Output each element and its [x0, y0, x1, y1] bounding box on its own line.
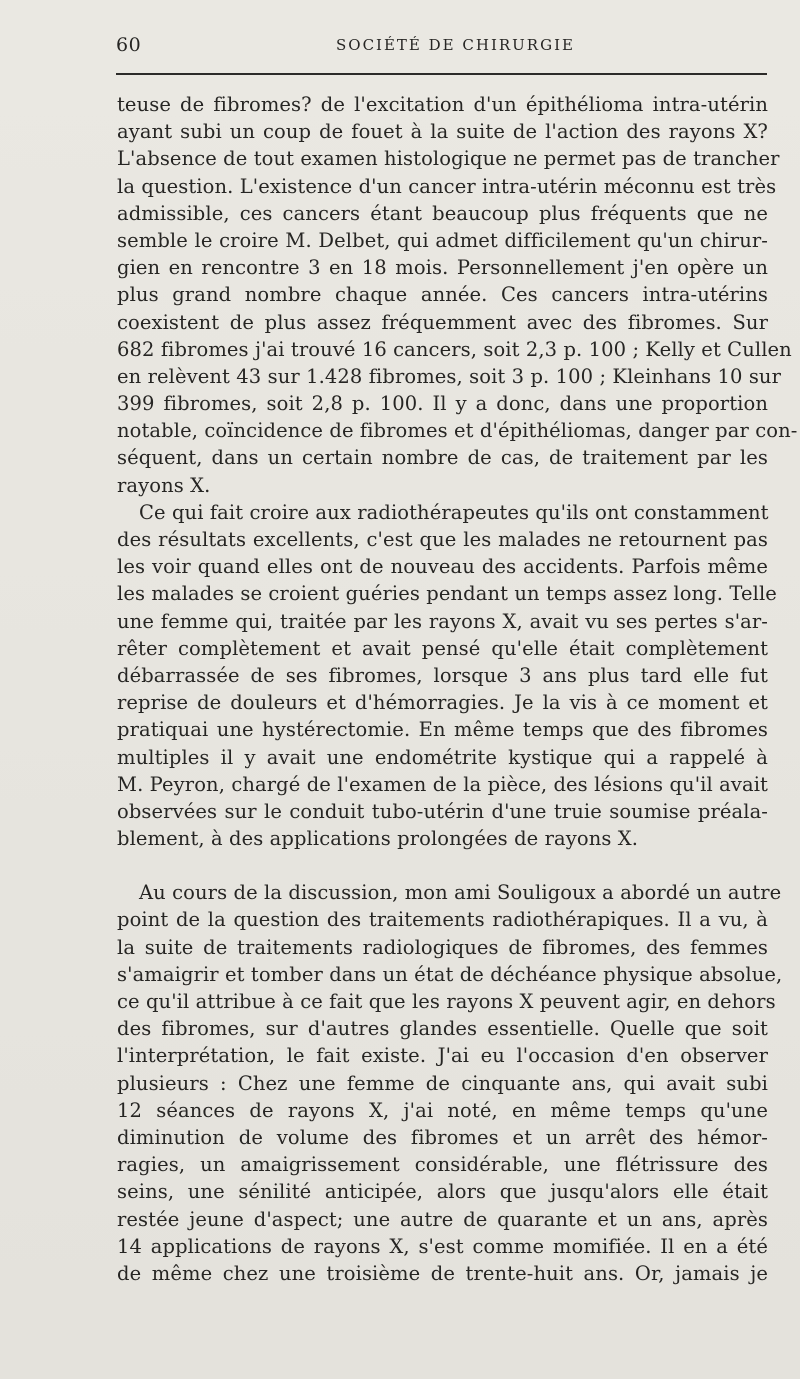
header-rule [116, 73, 767, 75]
text-line: Ce qui fait croire aux radiothérapeutes qu'ils ont constamment [139, 500, 769, 524]
text-line: en relèvent 43 sur 1.428 fibromes, soit 3 p. 100 ; Kleinhans 10 sur [117, 364, 782, 388]
body-text [117, 91, 798, 1287]
text-line: ce qu'il attribue à ce fait que les rayons X peuvent agir, en dehors [117, 990, 776, 1013]
text-line: ayant subi un coup de fouet à la suite de l'action des rayons X? [117, 120, 768, 144]
text-line: 14 applications de rayons X, s'est comme momifiée. Il en a été [117, 1234, 768, 1258]
text-line: 399 fibromes, soit 2,8 p. 100. Il y a donc, dans une proportion [117, 392, 768, 416]
text-line: des résultats excellents, c'est que les malades ne retournent pas [117, 528, 768, 551]
text-line: 682 fibromes j'ai trouvé 16 cancers, soit 2,3 p. 100 ; Kelly et Cullen [117, 337, 792, 361]
text-line: plusieurs : Chez une femme de cinquante ans, qui avait subi [117, 1071, 768, 1095]
text-line: l'interprétation, le fait existe. J'ai eu l'occasion d'en observer [117, 1044, 768, 1068]
text-line: gien en rencontre 3 en 18 mois. Personnellement j'en opère un [117, 256, 768, 280]
text-line: restée jeune d'aspect; une autre de quarante et un ans, après [117, 1207, 768, 1231]
text-line: de même chez une troisième de trente-huit ans. Or, jamais je [117, 1261, 768, 1285]
paragraph-1 [117, 91, 798, 499]
text-line: plus grand nombre chaque année. Ces cancers intra-utérins [117, 283, 768, 307]
text-line: les malades se croient guéries pendant un temps assez long. Telle [117, 582, 777, 606]
text-line: 12 séances de rayons X, j'ai noté, en même temps qu'une [117, 1098, 768, 1122]
text-line: une femme qui, traitée par les rayons X, avait vu ses pertes s'ar- [117, 609, 768, 633]
text-line: séquent, dans un certain nombre de cas, de traitement par les [117, 446, 768, 470]
text-line: multiples il y avait une endométrite kystique qui a rappelé à [117, 745, 768, 769]
text-line: s'amaigrir et tomber dans un état de déchéance physique absolue, [117, 962, 783, 986]
text-line: point de la question des traitements radiothérapiques. Il a vu, à [117, 908, 768, 932]
text-line: observées sur le conduit tubo-utérin d'une truie soumise préala- [117, 799, 768, 823]
text-line: ragies, un amaigrissement considérable, une flétrissure des [117, 1153, 768, 1177]
text-line: rêter complètement et avait pensé qu'elle était complètement [117, 636, 768, 660]
text-line: teuse de fibromes? de l'excitation d'un épithélioma intra-utérin [117, 93, 768, 116]
running-title: SOCIÉTÉ DE CHIRURGIE [336, 36, 575, 54]
text-line: pratiquai une hystérectomie. En même temps que des fibromes [117, 718, 768, 742]
paragraph-3 [117, 879, 783, 1287]
text-line: notable, coïncidence de fibromes et d'épithéliomas, danger par con- [117, 419, 798, 443]
text-line: Au cours de la discussion, mon ami Souligoux a abordé un autre [139, 881, 782, 905]
text-line: admissible, ces cancers étant beaucoup plus fréquents que ne [117, 201, 768, 225]
paragraph-2 [117, 499, 777, 852]
text-line: diminution de volume des fibromes et un arrêt des hémor- [117, 1125, 768, 1149]
page-number: 60 [116, 34, 142, 56]
text-line: reprise de douleurs et d'hémorragies. Je la vis à ce moment et [117, 691, 768, 715]
text-line: des fibromes, sur d'autres glandes essentielle. Quelle que soit [117, 1017, 768, 1041]
text-line: seins, une sénilité anticipée, alors que jusqu'alors elle était [117, 1180, 768, 1204]
paragraph-spacer [117, 852, 768, 879]
page-header [116, 34, 768, 60]
text-line: les voir quand elles ont de nouveau des accidents. Parfois même [117, 555, 768, 579]
text-line: L'absence de tout examen histologique ne permet pas de trancher [117, 147, 780, 171]
text-line: blement, à des applications prolongées de rayons X. [117, 827, 639, 851]
text-line: la suite de traitements radiologiques de fibromes, des femmes [117, 935, 768, 959]
text-line: semble le croire M. Delbet, qui admet difficilement qu'un chirur- [117, 228, 768, 252]
text-line: débarrassée de ses fibromes, lorsque 3 ans plus tard elle fut [117, 663, 768, 687]
text-line: rayons X. [117, 473, 211, 497]
text-line: M. Peyron, chargé de l'examen de la pièce, des lésions qu'il avait [117, 772, 768, 796]
text-line: coexistent de plus assez fréquemment avec des fibromes. Sur [117, 310, 768, 334]
text-line: la question. L'existence d'un cancer intra-utérin méconnu est très [117, 174, 777, 198]
